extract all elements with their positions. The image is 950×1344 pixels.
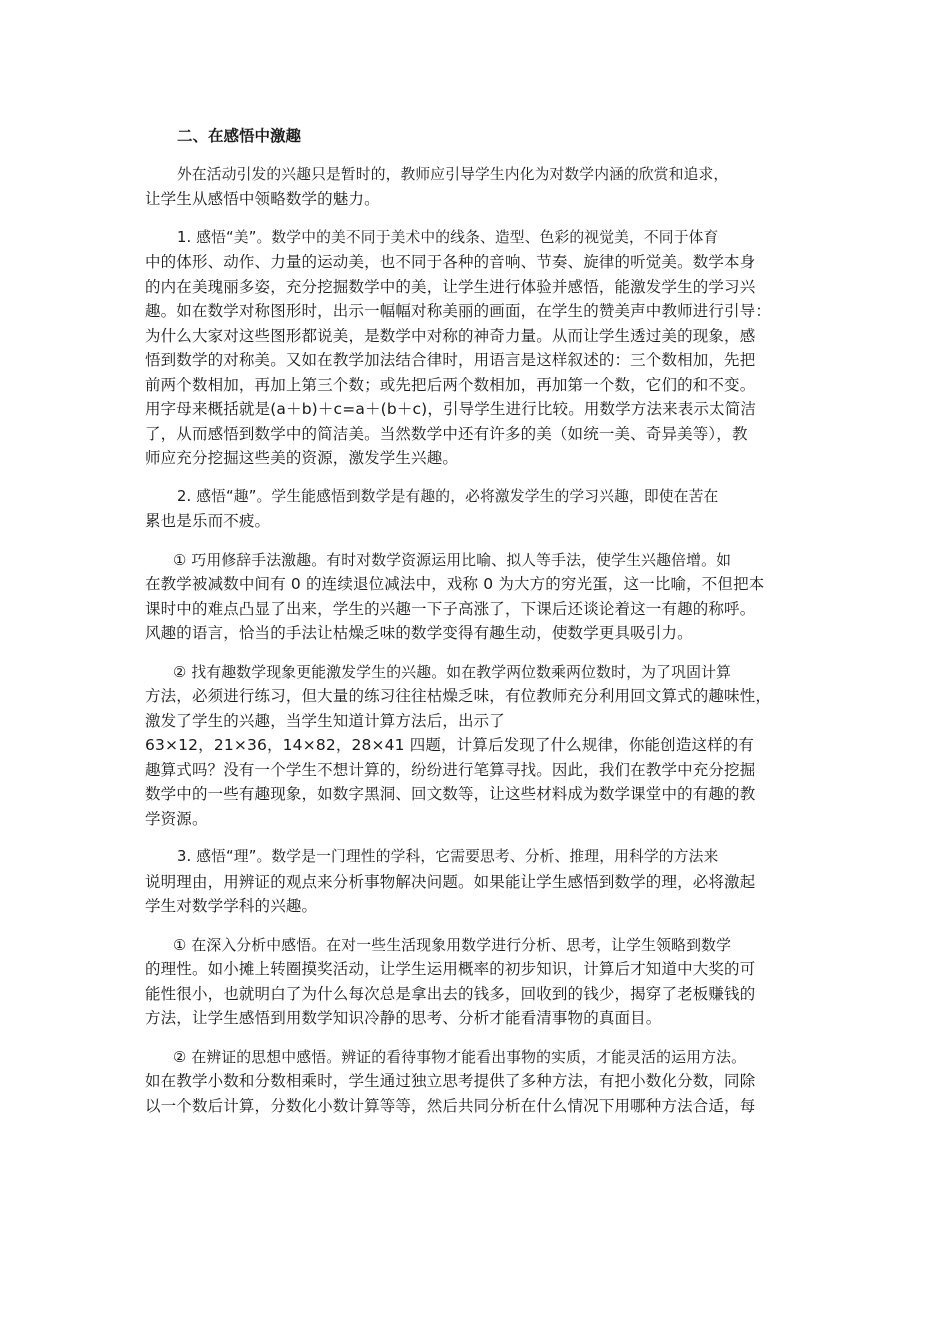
- paragraph-deep-analysis: [145, 933, 809, 1031]
- text-line: 趣。如在数学对称图形时，出示一幅幅对称美丽的画面，在学生的赞美声中教师进行引导：: [145, 302, 772, 320]
- text-line: 中的体形、动作、力量的运动美，也不同于各种的音响、节奏、旋律的听觉美。数学本身: [145, 253, 756, 271]
- text-line: 累也是乐而不疲。: [145, 512, 271, 530]
- text-line: 2. 感悟“趣”。学生能感悟到数学是有趣的，必将激发学生的学习兴趣，即使在苦在: [177, 487, 719, 505]
- text-line: ② 找有趣数学现象更能激发学生的兴趣。如在教学两位数乘两位数时，为了巩固计算: [173, 662, 732, 681]
- text-line: ① 巧用修辞手法激趣。有时对数学资源运用比喻、拟人等手法，使学生兴趣倍增。如: [173, 550, 732, 569]
- text-line: 学资源。: [145, 809, 208, 828]
- text-line: 外在活动引发的兴趣只是暂时的，教师应引导学生内化为对数学内涵的欣赏和追求，: [177, 165, 729, 183]
- section-heading: 二、在感悟中激趣: [177, 127, 302, 145]
- text-line: 以一个数后计算，分数化小数计算等等，然后共同分析在什么情况下用哪种方法合适，每: [145, 1096, 756, 1115]
- paragraph-dialectic: [145, 1045, 809, 1119]
- text-line: 的理性。如小摊上转圈摸奖活动，让学生运用概率的初步知识，计算后才知道中大奖的可: [145, 960, 756, 978]
- text-line: 方法，让学生感悟到用数学知识冷静的思考、分析才能看清事物的真面目。: [145, 1009, 662, 1027]
- text-line: 了，从而感悟到数学中的简洁美。当然数学中还有许多的美（如统一美、奇异美等），教: [145, 424, 748, 443]
- text-line: 说明理由，用辨证的观点来分析事物解决问题。如果能让学生感悟到数学的理，必将激起: [145, 872, 756, 891]
- paragraph-reason: [145, 845, 809, 919]
- text-line: 师应充分挖掘这些美的资源，激发学生兴趣。: [145, 449, 459, 467]
- text-line: 风趣的语言，恰当的手法让枯燥乏味的数学变得有趣生动，使数学更具吸引力。: [145, 624, 693, 642]
- text-line: 的内在美瑰丽多姿，充分挖掘数学中的美，让学生进行体验并感悟，能激发学生的学习兴: [145, 277, 756, 296]
- paragraph-rhetoric: [145, 548, 809, 646]
- text-line: ② 在辨证的思想中感悟。辨证的看待事物才能看出事物的实质，才能灵活的运用方法。: [173, 1047, 747, 1066]
- text-line: 方法，必须进行练习，但大量的练习往往枯燥乏味，有位教师充分利用回文算式的趣味性，: [145, 687, 772, 705]
- text-line: ① 在深入分析中感悟。在对一些生活现象用数学进行分析、思考，让学生领略到数学: [173, 935, 732, 954]
- paragraph-interesting-phenomena: [145, 660, 809, 832]
- text-line: 让学生从感悟中领略数学的魅力。: [145, 190, 380, 208]
- text-line: 3. 感悟“理”。数学是一门理性的学科，它需要思考、分析、推理，用科学的方法来: [177, 848, 719, 865]
- text-line: 趣算式吗？没有一个学生不想计算的，纷纷进行笔算寻找。因此，我们在教学中充分挖掘: [145, 760, 756, 779]
- text-line: 数学中的一些有趣现象，如数字黑洞、回文数等，让这些材料成为数学课堂中的有趣的教: [145, 785, 756, 803]
- paragraph-intro: [145, 163, 809, 212]
- text-line: 悟到数学的对称美。又如在教学加法结合律时，用语言是这样叙述的：三个数相加，先把: [145, 351, 756, 369]
- text-line: 能性很小，也就明白了为什么每次总是拿出去的钱多，回收到的钱少，揭穿了老板赚钱的: [145, 984, 756, 1003]
- text-line: 如在教学小数和分数相乘时，学生通过独立思考提供了多种方法，有把小数化分数，同除: [145, 1072, 756, 1090]
- paragraph-beauty: [145, 226, 809, 471]
- text-line: 63×12，21×36，14×82，28×41 四题，计算后发现了什么规律，你能创造这样的有: [145, 736, 755, 754]
- paragraph-fun: [145, 485, 809, 534]
- text-line: 为什么大家对这些图形都说美，是数学中对称的神奇力量。从而让学生透过美的现象，感: [145, 326, 756, 345]
- text-line: 1. 感悟“美”。数学中的美不同于美术中的线条、造型、色彩的视觉美，不同于体育: [177, 228, 719, 246]
- text-line: 在教学被减数中间有 0 的连续退位减法中，戏称 0 为大方的穷光蛋，这一比喻，不但把本: [145, 575, 765, 593]
- text-line: 学生对数学学科的兴趣。: [145, 897, 318, 915]
- text-line: 前两个数相加，再加上第三个数；或先把后两个数相加，再加第一个数，它们的和不变。: [145, 375, 756, 394]
- text-line: 用字母来概括就是(a＋b)＋c=a＋(b＋c)，引导学生进行比较。用数学方法来表示太简洁: [145, 400, 756, 418]
- document-body: [145, 124, 809, 1132]
- text-line: 课时中的难点凸显了出来，学生的兴趣一下子高涨了，下课后还谈论着这一有趣的称呼。: [145, 599, 756, 618]
- text-line: 激发了学生的兴趣，当学生知道计算方法后，出示了: [145, 711, 505, 730]
